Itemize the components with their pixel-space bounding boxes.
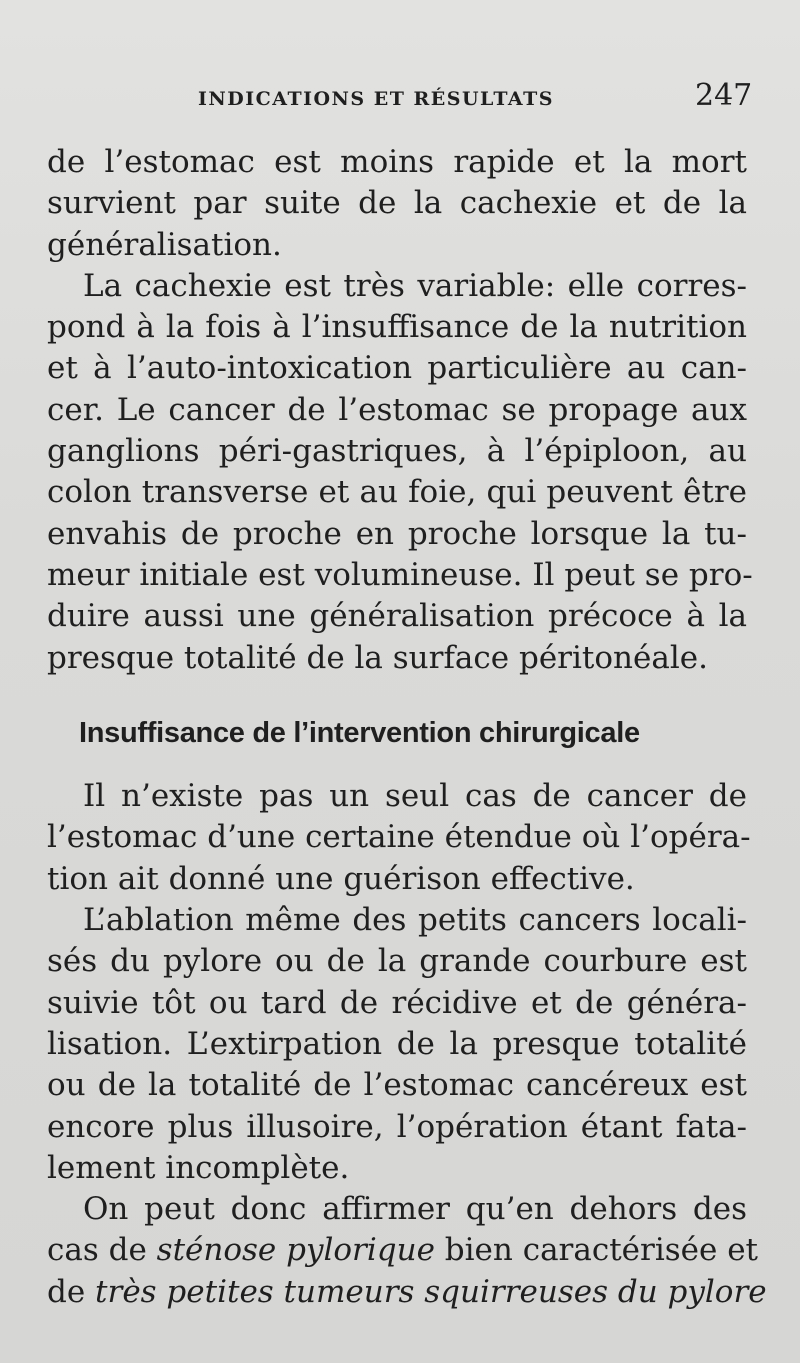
italic-term: sténose pylorique <box>156 1232 435 1269</box>
text-line: lement incomplète. <box>47 1149 350 1186</box>
text-line: L’ablation même des petits cancers locali- <box>83 902 747 939</box>
paragraph-1 <box>47 142 747 266</box>
text-line: survient par suite de la cachexie et de la <box>47 185 747 222</box>
section-heading: Insuffisance de l’intervention chirurgicale <box>79 716 640 749</box>
italic-term: très petites tumeurs squirreuses du pylore <box>95 1273 767 1310</box>
paragraph-4 <box>47 900 747 1189</box>
page-header <box>0 78 800 118</box>
text-line <box>47 1230 759 1271</box>
text-line: ou de la totalité de l’estomac cancéreux est <box>47 1067 747 1104</box>
text-line: On peut donc affirmer qu’en dehors des <box>83 1191 747 1228</box>
text-line: généralisation. <box>47 226 282 263</box>
text-line: ganglions péri-gastriques, à l’épiploon, au <box>47 433 747 470</box>
text-line: meur initiale est volumineuse. Il peut se pro- <box>47 556 753 593</box>
text-line: sés du pylore ou de la grande courbure est <box>47 943 747 980</box>
paragraph-3 <box>47 776 751 900</box>
text-line: colon transverse et au foie, qui peuvent être <box>47 474 747 511</box>
text-line: Il n’existe pas un seul cas de cancer de <box>83 778 747 815</box>
text-line: de l’estomac est moins rapide et la mort <box>47 144 747 180</box>
text-line: envahis de proche en proche lorsque la tu- <box>47 515 747 552</box>
running-title: INDICATIONS ET RÉSULTATS <box>198 88 554 110</box>
page-number: 247 <box>695 78 753 113</box>
text-fragment: cas de <box>47 1232 157 1269</box>
text-line: et à l’auto-intoxication particulière au can- <box>47 350 747 387</box>
text-line: pond à la fois à l’insuffisance de la nutrition <box>47 309 747 346</box>
paragraph-5 <box>47 1189 767 1313</box>
text-line: l’estomac d’une certaine étendue où l’opéra- <box>47 819 751 856</box>
text-line: tion ait donné une guérison effective. <box>47 860 635 897</box>
text-fragment: de <box>47 1273 96 1310</box>
text-line <box>47 1272 767 1313</box>
body-text <box>47 142 767 1313</box>
text-line: encore plus illusoire, l’opération étant fata- <box>47 1108 747 1145</box>
paragraph-2 <box>47 266 753 679</box>
text-fragment: bien caractérisée et <box>434 1232 759 1269</box>
text-line: suivie tôt ou tard de récidive et de généra- <box>47 984 747 1021</box>
text-line: lisation. L’extirpation de la presque totalité <box>47 1025 747 1062</box>
text-line: duire aussi une généralisation précoce à la <box>47 598 747 635</box>
text-line: cer. Le cancer de l’estomac se propage aux <box>47 391 747 428</box>
text-line: La cachexie est très variable: elle corres- <box>83 267 747 304</box>
text-line: presque totalité de la surface péritonéale. <box>47 639 708 676</box>
